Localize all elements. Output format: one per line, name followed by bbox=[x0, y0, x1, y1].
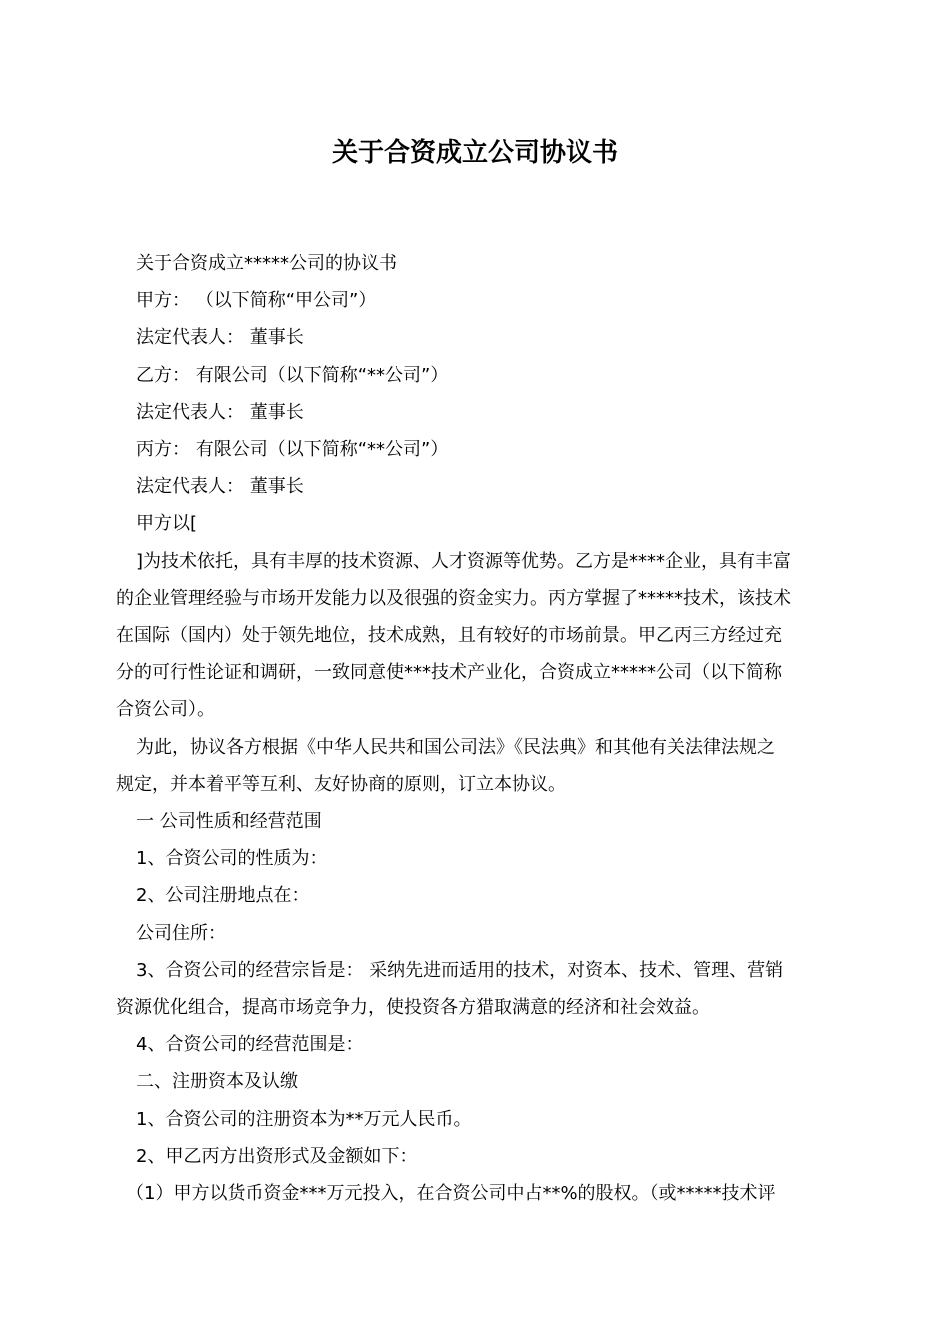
body-line: 关于合资成立*****公司的协议书 bbox=[136, 253, 397, 274]
body-line: 资源优化组合，提高市场竞争力，使投资各方猎取满意的经济和社会效益。 bbox=[116, 997, 710, 1019]
body-line: 的企业管理经验与市场开发能力以及很强的资金实力。丙方掌握了*****技术，该技术 bbox=[116, 587, 791, 609]
body-line: 甲方以[ bbox=[136, 513, 198, 535]
body-line: 分的可行性论证和调研，一致同意使***技术产业化，合资成立*****公司（以下简称 bbox=[116, 662, 782, 684]
body-line: 法定代表人： 董事长 bbox=[136, 327, 304, 349]
body-line: ]为技术依托，具有丰厚的技术资源、人才资源等优势。乙方是****企业，具有丰富 bbox=[136, 550, 792, 572]
body-line: 法定代表人： 董事长 bbox=[136, 401, 304, 423]
body-line: 合资公司）。 bbox=[116, 699, 215, 721]
body-line: 公司住所： bbox=[136, 922, 226, 944]
body-line: 为此，协议各方根据《中华人民共和国公司法》《民法典》和其他有关法律法规之 bbox=[136, 736, 775, 758]
section-heading: 二、注册资本及认缴 bbox=[136, 1071, 298, 1093]
document-title: 关于合资成立公司协议书 bbox=[331, 138, 618, 168]
body-line: 2、公司注册地点在： bbox=[136, 885, 310, 907]
body-line: 丙方： 有限公司（以下简称“**公司”） bbox=[136, 439, 449, 461]
section-heading: 一 公司性质和经营范围 bbox=[136, 811, 322, 833]
body-line: 在国际（国内）处于领先地位，技术成熟，且有较好的市场前景。甲乙丙三方经过充 bbox=[116, 625, 782, 647]
body-line: 规定，并本着平等互利、友好协商的原则，订立本协议。 bbox=[116, 773, 566, 795]
body-line: 甲方： （以下简称“甲公司”） bbox=[136, 290, 377, 312]
body-line: 4、合资公司的经营范围是： bbox=[136, 1034, 364, 1056]
body-line: 2、甲乙丙方出资形式及金额如下： bbox=[136, 1145, 418, 1167]
body-line: （1）甲方以货币资金***万元投入，在合资公司中占**%的股权。（或*****技术评 bbox=[126, 1183, 776, 1205]
body-line: 1、合资公司的性质为： bbox=[136, 848, 328, 870]
body-line: 法定代表人： 董事长 bbox=[136, 476, 304, 498]
body-line: 1、合资公司的注册资本为**万元人民币。 bbox=[136, 1108, 472, 1130]
document-body bbox=[116, 245, 838, 1212]
body-line: 3、合资公司的经营宗旨是： 采纳先进而适用的技术，对资本、技术、管理、营销 bbox=[136, 959, 784, 981]
body-line: 乙方： 有限公司（以下简称“**公司”） bbox=[136, 364, 449, 386]
